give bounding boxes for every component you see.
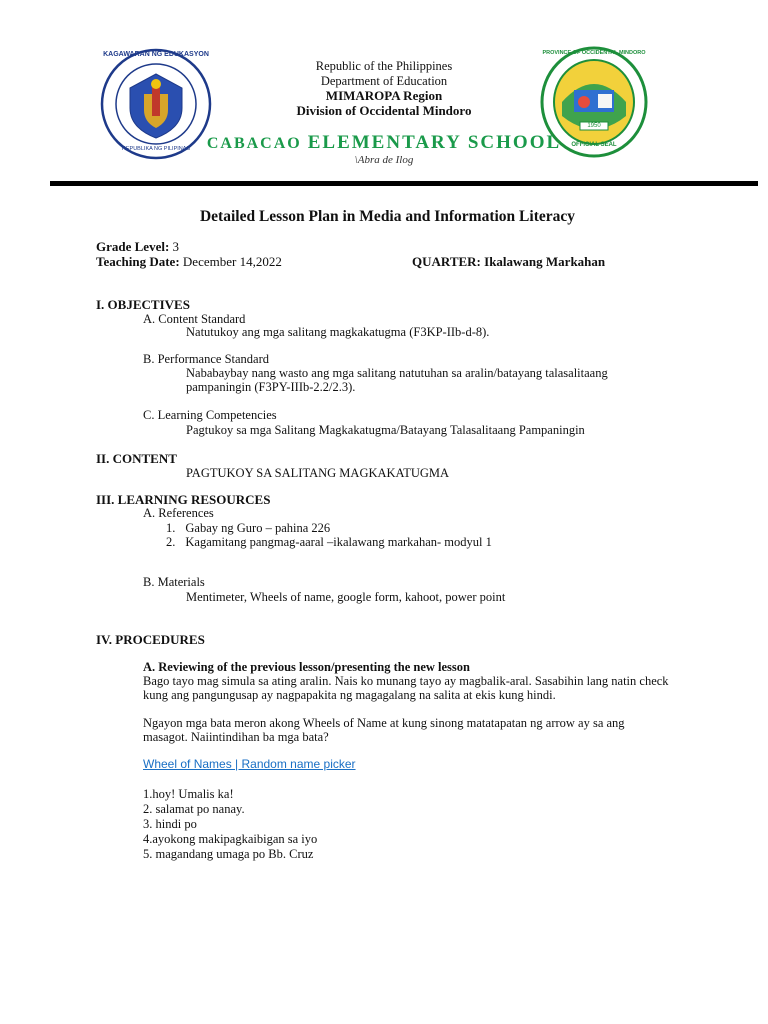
reference-item: 1. Gabay ng Guro – pahina 226 (166, 521, 331, 535)
performance-standard-label: B. Performance Standard (143, 352, 270, 366)
review-items-list (143, 787, 317, 862)
procedure-paragraph-2-cont: masagot. Naiintindihan ba mga bata? (143, 730, 329, 744)
quarter: QUARTER: Ikalawang Markahan (412, 254, 606, 269)
content-standard-text: Natutukoy ang mga salitang magkakatugma (F3KP-IIb-d-8). (186, 325, 490, 339)
procedure-paragraph-cont: kung ang pangungusap ay nagpapakita ng magagalang na salita at ekis kung hindi. (143, 688, 556, 702)
content-standard-label: A. Content Standard (143, 312, 246, 326)
procedures-heading: IV. PROCEDURES (96, 632, 205, 647)
content-text: PAGTUKOY SA SALITANG MAGKAKATUGMA (186, 466, 450, 480)
grade-level: Grade Level: 3 (96, 239, 180, 254)
letterhead (234, 59, 534, 118)
objectives-heading: I. OBJECTIVES (96, 297, 190, 312)
school-name (150, 132, 618, 154)
list-item: 3. hindi po (143, 817, 197, 831)
procedure-paragraph-2: Ngayon mga bata meron akong Wheels of Name at kung sinong matatapatan ng arrow ay sa ang (143, 716, 625, 730)
materials-label: B. Materials (143, 575, 205, 589)
region-line: MIMAROPA Region (325, 88, 443, 103)
list-item: 1.hoy! Umalis ka! (143, 787, 234, 801)
school-location: \Abra de Ilog (354, 154, 414, 166)
materials-text: Mentimeter, Wheels of name, google form, kahoot, power point (186, 590, 506, 604)
list-item: 4.ayokong makipagkaibigan sa iyo (143, 832, 318, 846)
teaching-date: Teaching Date: December 14,2022 (96, 254, 282, 269)
performance-standard-text: Nababaybay nang wasto ang mga salitang natutuhan sa aralin/batayang talasalitaang (186, 366, 608, 380)
document-title: Detailed Lesson Plan in Media and Information Literacy (199, 208, 575, 225)
learning-competencies-label: C. Learning Competencies (143, 408, 277, 422)
header-divider (50, 181, 758, 186)
content-heading: II. CONTENT (96, 451, 177, 466)
list-item: 5. magandang umaga po Bb. Cruz (143, 847, 314, 861)
deped-seal-text: KAGAWARAN NG EDUKASYON (103, 51, 209, 58)
department-line: Department of Education (320, 74, 448, 88)
province-seal-text-bottom: OFFICIAL SEAL (571, 142, 617, 148)
deped-seal-text-bottom: REPUBLIKA NG PILIPINAS (121, 146, 191, 152)
province-seal-year: 1950 (587, 123, 601, 129)
performance-standard-text-2: pampaningin (F3PY-IIIb-2.2/2.3). (186, 380, 356, 394)
references-label: A. References (143, 506, 214, 520)
school-name-large: ELEMENTARY SCHOOL (307, 132, 562, 153)
school-name-small: CABACAO (206, 135, 302, 152)
list-item: 2. salamat po nanay. (143, 802, 245, 816)
learning-competencies-text: Pagtukoy sa mga Salitang Magkakatugma/Batayang Talasalitaang Pampaningin (186, 423, 585, 437)
learning-resources-heading: III. LEARNING RESOURCES (96, 492, 271, 507)
reference-item: 2. Kagamitang pangmag-aaral –ikalawang markahan- modyul 1 (166, 535, 492, 549)
procedure-a-heading: A. Reviewing of the previous lesson/presenting the new lesson (143, 660, 470, 674)
division-line: Division of Occidental Mindoro (296, 103, 472, 118)
province-seal-text: PROVINCE OF OCCIDENTAL MINDORO (542, 50, 646, 56)
republic-line: Republic of the Philippines (315, 59, 453, 73)
wheel-of-names-link[interactable]: Wheel of Names | Random name picker (143, 757, 356, 771)
procedure-paragraph: Bago tayo mag simula sa ating aralin. Nais ko munang tayo ay magbalik-aral. Sasabihin lang natin check (143, 674, 669, 688)
